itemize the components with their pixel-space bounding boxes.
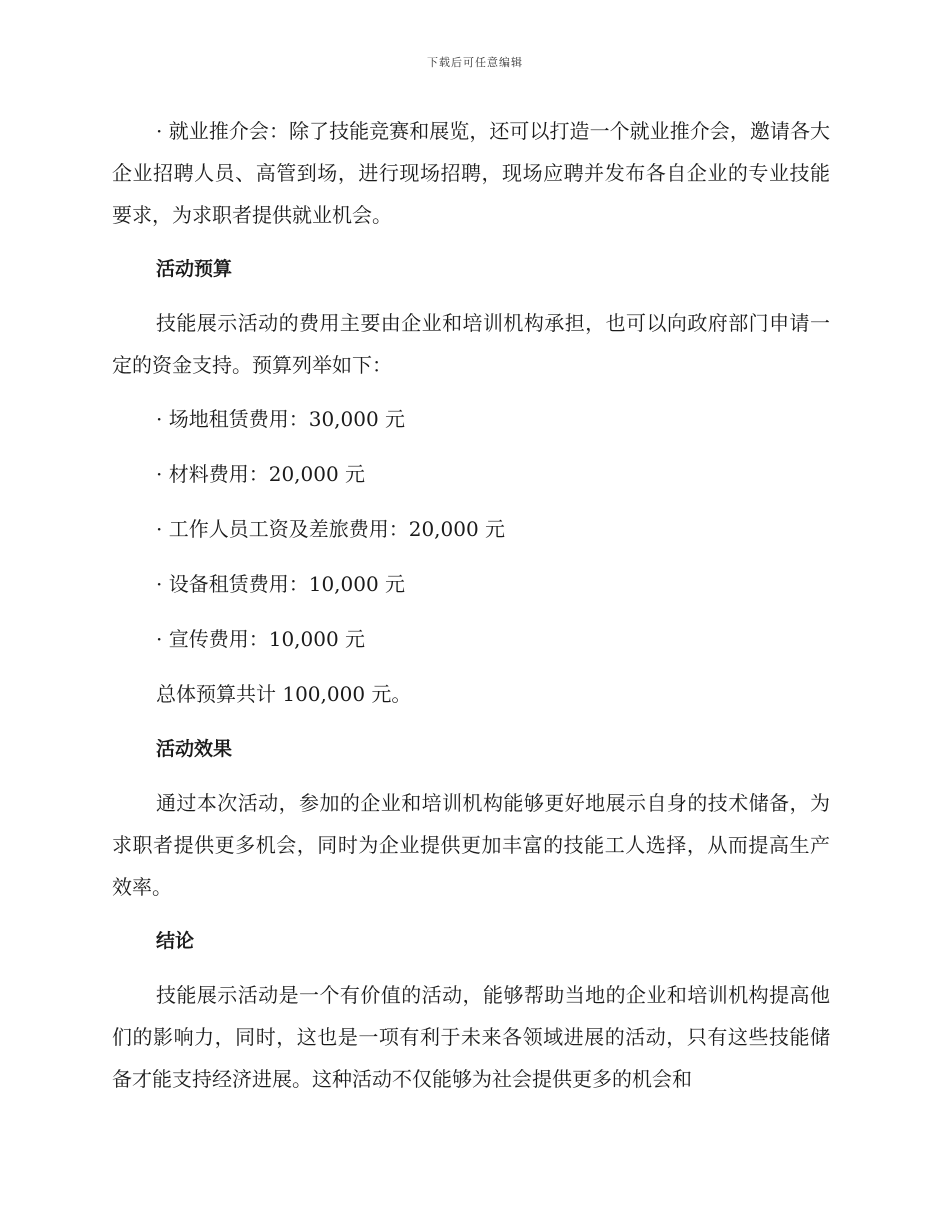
budget-total: 总体预算共计 100,000 元。 bbox=[156, 682, 412, 706]
effect-paragraph: 通过本次活动，参加的企业和培训机构能够更好地展示自身的技术储备，为求职者提供更多机会，同时为企业提供更加丰富的技能工人选择，从而提高生产效率。 bbox=[112, 791, 830, 899]
budget-item-staff: · 工作人员工资及差旅费用：20,000 元 bbox=[156, 517, 506, 541]
page-header-note: 下载后可任意编辑 bbox=[427, 56, 523, 69]
document-body bbox=[112, 110, 830, 1112]
budget-intro-paragraph: 技能展示活动的费用主要由企业和培训机构承担，也可以向政府部门申请一定的资金支持。预算列举如下： bbox=[112, 311, 830, 377]
conclusion-paragraph: 技能展示活动是一个有价值的活动，能够帮助当地的企业和培训机构提高他们的影响力，同时，这也是一项有利于未来各领域进展的活动，只有这些技能储备才能支持经济进展。这种活动不仅能够为社会提供更多的机会和 bbox=[112, 983, 830, 1091]
budget-item-equipment: · 设备租赁费用：10,000 元 bbox=[156, 572, 406, 596]
budget-item-promotion: · 宣传费用：10,000 元 bbox=[156, 627, 366, 651]
budget-item-materials: · 材料费用：20,000 元 bbox=[156, 462, 366, 486]
conclusion-heading: 结论 bbox=[156, 930, 195, 952]
job-fair-paragraph: · 就业推介会：除了技能竞赛和展览，还可以打造一个就业推介会，邀请各大企业招聘人员、高管到场，进行现场招聘，现场应聘并发布各自企业的专业技能要求，为求职者提供就业机会。 bbox=[112, 119, 830, 227]
budget-heading: 活动预算 bbox=[156, 258, 233, 280]
budget-item-venue: · 场地租赁费用：30,000 元 bbox=[156, 407, 406, 431]
effect-heading: 活动效果 bbox=[156, 738, 233, 760]
